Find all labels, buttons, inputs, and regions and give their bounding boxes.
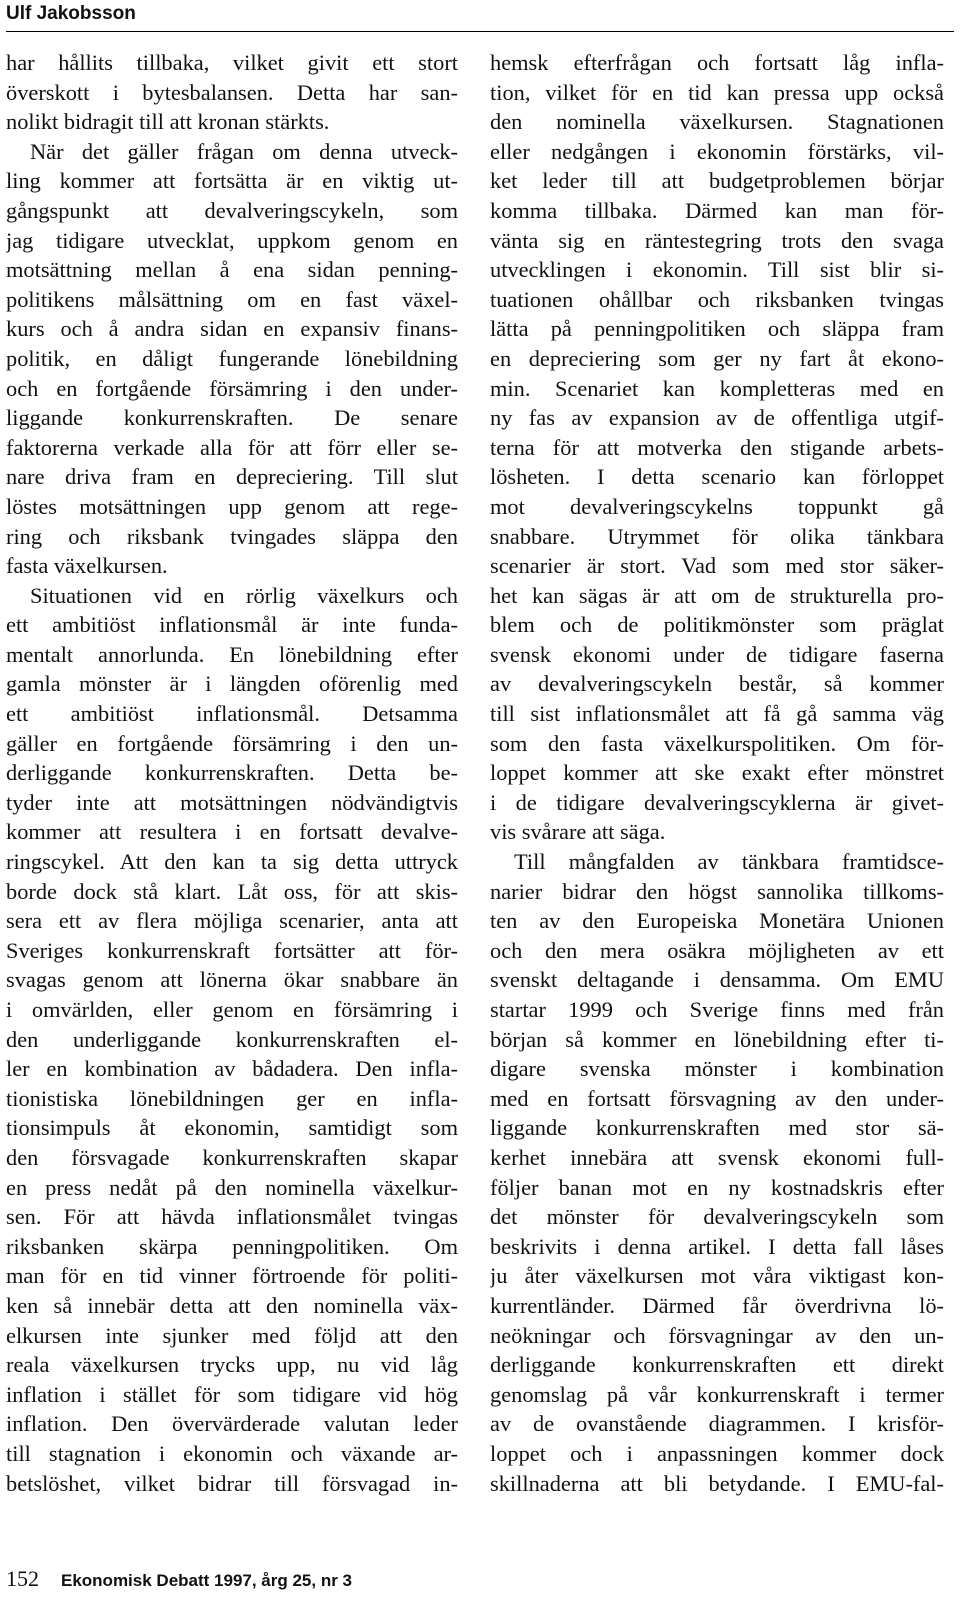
text-line: utvecklingen i ekonomin. Till sist blir si- (490, 257, 944, 283)
text-line: den försvagade konkurrenskraften skapar (6, 1144, 458, 1170)
text-line: en press nedåt på den nominella växelkur- (6, 1174, 458, 1200)
author-name: Ulf Jakobsson (6, 3, 136, 24)
text-line: ett ambitiöst inflationsmål är inte funda- (6, 612, 458, 638)
text-line: svagas genom att lönerna ökar snabbare än (6, 967, 458, 993)
text-line: blem och de politikmönster som präglat (490, 612, 944, 638)
journal-citation: Ekonomisk Debatt 1997, årg 25, nr 3 (61, 1571, 353, 1590)
text-line: ken så innebär detta att den nominella väx- (6, 1292, 458, 1318)
text-line: narier bidrar den högst sannolika tillkoms- (490, 878, 944, 904)
text-line: tyder inte att motsättningen nödvändigtvis (6, 789, 458, 815)
text-line: terna för att motverka den stigande arbets- (490, 434, 944, 460)
text-line: ket leder till att budgetproblemen börjar (490, 168, 944, 194)
text-line: När det gäller frågan om denna utveck- (30, 138, 458, 164)
text-line: sen. För att hävda inflationsmålet tvingas (6, 1204, 458, 1230)
text-line: elkursen inte sjunker med följd att den (6, 1322, 458, 1348)
text-line: digare svenska mönster i kombination (490, 1056, 944, 1082)
text-line: nolikt bidragit till att kronan stärkts. (6, 109, 330, 135)
text-line: överskott i bytesbalansen. Detta har san- (6, 79, 458, 105)
text-line: borde dock stå klart. Låt oss, för att skis- (6, 878, 458, 904)
page-number: 152 (6, 1566, 39, 1591)
text-line: scenarier är stort. Vad som med stor säker- (490, 553, 944, 579)
text-column-left (6, 48, 458, 1548)
text-line: nare driva fram en depreciering. Till slut (6, 464, 458, 490)
header-rule (6, 31, 954, 32)
text-line: Till mångfalden av tänkbara framtidsce- (514, 849, 944, 875)
text-line: ju åter växelkursen mot våra viktigast kon- (490, 1263, 944, 1289)
text-line: Situationen vid en rörlig växelkurs och (30, 582, 458, 608)
text-line: Sveriges konkurrenskraft fortsätter att för- (6, 937, 458, 963)
text-line: tion, vilket för en tid kan pressa upp också (490, 79, 944, 105)
text-line: ten av den Europeiska Monetära Unionen (490, 908, 944, 934)
text-line: faktorerna verkade alla för att förr eller se- (6, 434, 458, 460)
text-line: genomslag på vår konkurrenskraft i termer (490, 1381, 944, 1407)
text-line: av de ovanstående diagrammen. I krisför- (490, 1411, 944, 1437)
text-line: skillnaderna att bli betydande. I EMU-fal- (490, 1470, 944, 1496)
text-line: och en fortgående försämring i den under- (6, 375, 458, 401)
text-column-right (490, 48, 944, 1548)
text-line: inflation i stället för som tidigare vid hög (6, 1381, 458, 1407)
text-line: lösheten. I detta scenario kan förloppet (490, 464, 944, 490)
text-line: vis svårare att säga. (490, 819, 666, 845)
text-line: snabbare. Utrymmet för olika tänkbara (490, 523, 944, 549)
text-line: i de tidigare devalveringscyklerna är givet- (490, 789, 944, 815)
text-line: startar 1999 och Sverige finns med från (490, 997, 944, 1022)
text-line: den nominella växelkursen. Stagnationen (490, 109, 944, 135)
text-line: gäller en fortgående försämring i den un- (6, 730, 458, 756)
text-line: gångspunkt att devalveringscykeln, som (6, 197, 458, 223)
text-line: tionsimpuls åt ekonomin, samtidigt som (6, 1115, 458, 1141)
text-line: av devalveringscykeln består, så kommer (490, 671, 944, 697)
text-line: en depreciering som ger ny fart åt ekono- (490, 345, 944, 371)
text-line: eller nedgången i ekonomin förstärks, vil- (490, 138, 944, 164)
text-line: till sist inflationsmålet att få gå samma väg (490, 701, 944, 727)
text-line: med en fortsatt försvagning av den under- (490, 1085, 944, 1111)
text-line: loppet kommer att ske exakt efter mönstret (490, 760, 944, 786)
text-line: den underliggande konkurrenskraften el- (6, 1026, 458, 1052)
text-line: politikens målsättning om en fast växel- (6, 286, 458, 312)
text-line: jag tidigare utvecklat, uppkom genom en (6, 227, 458, 253)
text-line: man för en tid vinner förtroende för politi- (6, 1263, 458, 1289)
text-line: liggande konkurrenskraften med stor sä- (490, 1115, 944, 1141)
text-line: loppet och i anpassningen kommer dock (490, 1440, 944, 1466)
text-line: inflation. Den övervärderade valutan leder (6, 1411, 458, 1437)
text-line: början så kommer en lönebildning efter ti- (490, 1026, 944, 1052)
text-line: derliggande konkurrenskraften. Detta be- (6, 760, 458, 786)
text-line: svenskt deltagande i densamma. Om EMU (490, 967, 944, 993)
text-line: vänta sig en räntestegring trots den svaga (490, 227, 944, 253)
text-line: kommer att resultera i en fortsatt devalve- (6, 819, 458, 845)
text-line: politik, en dåligt fungerande lönebildning (6, 345, 458, 371)
text-line: tuationen ohållbar och riksbanken tvingas (490, 286, 944, 312)
text-line: har hållits tillbaka, vilket givit ett stort (6, 50, 458, 75)
text-line: följer banan mot en ny kostnadskris efter (490, 1174, 944, 1200)
running-footer (6, 1564, 352, 1594)
text-line: i omvärlden, eller genom en försämring i (6, 997, 458, 1022)
text-line: beskrivits i denna artikel. I detta fall låses (490, 1233, 944, 1259)
text-line: hemsk efterfrågan och fortsatt låg infla- (490, 50, 944, 75)
text-line: ringscykel. Att den kan ta sig detta uttryck (6, 849, 458, 875)
text-line: gamla mönster är i längden oförenlig med (6, 671, 458, 697)
text-line: het kan sägas är att om de strukturella pro- (490, 582, 944, 608)
text-line: svensk ekonomi under de tidigare faserna (490, 641, 944, 667)
text-line: betslöshet, vilket bidrar till försvagad in- (6, 1470, 458, 1496)
text-line: riksbanken skärpa penningpolitiken. Om (6, 1233, 458, 1259)
text-line: kurrentländer. Därmed får överdrivna lö- (490, 1292, 944, 1318)
text-line: fasta växelkursen. (6, 553, 168, 579)
text-line: sera ett av flera möjliga scenarier, anta att (6, 908, 458, 934)
text-line: kerhet innebära att svensk ekonomi full- (490, 1144, 944, 1170)
text-line: och den mera osäkra möjligheten av ett (490, 937, 944, 963)
text-line: tionistiska lönebildningen ger en infla- (6, 1085, 458, 1111)
text-line: som den fasta växelkurspolitiken. Om för- (490, 730, 944, 756)
text-line: liggande konkurrenskraften. De senare (6, 405, 458, 431)
text-line: kurs och å andra sidan en expansiv finans- (6, 316, 458, 342)
text-line: reala växelkursen trycks upp, nu vid låg (6, 1352, 458, 1378)
text-line: ler en kombination av bådadera. Den infla- (6, 1056, 458, 1082)
text-line: ring och riksbank tvingades släppa den (6, 523, 458, 549)
running-header (6, 0, 954, 32)
text-line: ny fas av expansion av de offentliga utgif- (490, 405, 944, 431)
text-line: derliggande konkurrenskraften ett direkt (490, 1352, 944, 1378)
text-line: till stagnation i ekonomin och växande ar- (6, 1440, 458, 1466)
text-line: ett ambitiöst inflationsmål. Detsamma (6, 701, 458, 727)
text-line: neökningar och försvagningar av den un- (490, 1322, 944, 1348)
text-line: löstes motsättningen upp genom att rege- (6, 493, 458, 519)
text-line: motsättning mellan å ena sidan penning- (6, 257, 458, 283)
text-line: mot devalveringscykelns toppunkt gå (490, 493, 944, 519)
text-line: mentalt annorlunda. En lönebildning efter (6, 641, 458, 667)
text-line: ling kommer att fortsätta är en viktig ut- (6, 168, 458, 194)
text-line: min. Scenariet kan kompletteras med en (490, 375, 944, 401)
text-line: lätta på penningpolitiken och släppa fram (490, 316, 944, 342)
text-line: det mönster för devalveringscykeln som (490, 1204, 944, 1230)
text-line: komma tillbaka. Därmed kan man för- (490, 197, 944, 223)
